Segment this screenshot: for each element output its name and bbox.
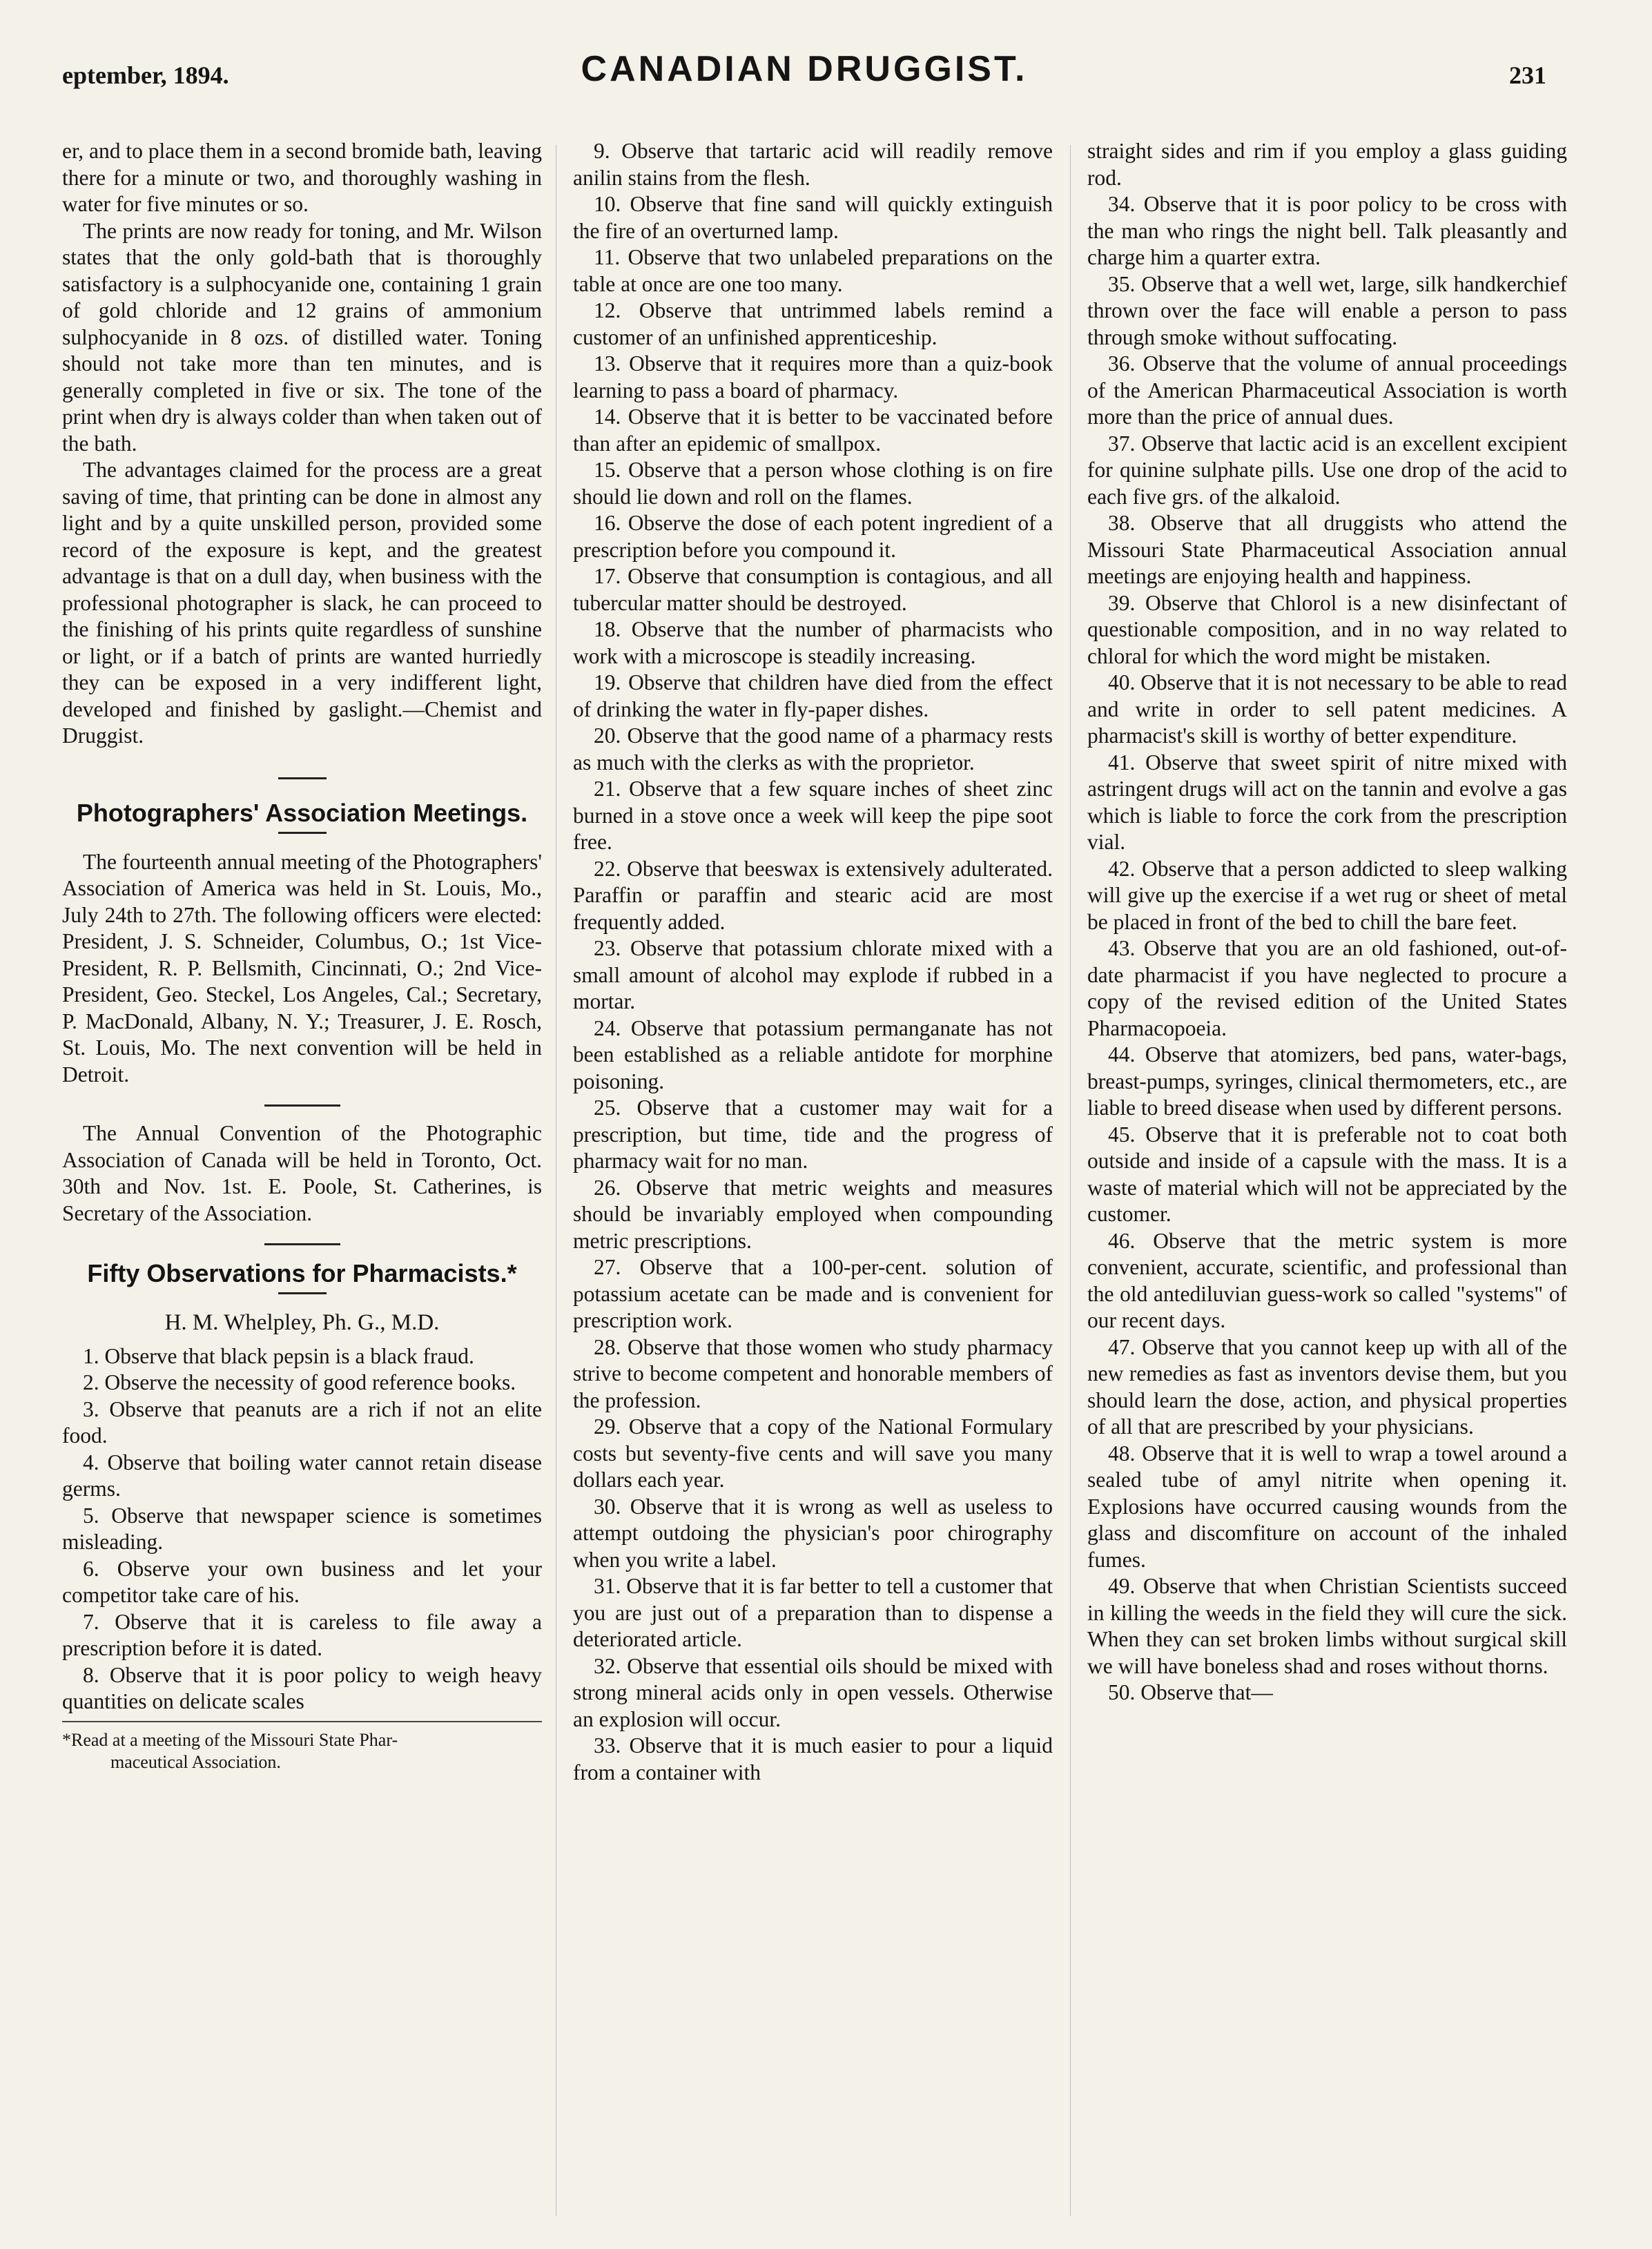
section-divider: [264, 1104, 340, 1107]
observation-item: 16. Observe the dose of each potent ingredient of a prescription before you compound it.: [573, 511, 1053, 562]
observation-item: 37. Observe that lactic acid is an excellent excipient for quinine sulphate pills. Use one drop of the acid to each five grs. of the alkaloid.: [1087, 431, 1567, 509]
observation-item: 2. Observe the necessity of good reference books.: [83, 1370, 516, 1394]
observation-item: 49. Observe that when Christian Scientists succeed in killing the weeds in the field they will cure the sick. When they can set broken limbs without surgical skill we will have boneless shad and roses without thorns.: [1087, 1574, 1567, 1678]
observation-item: 1. Observe that black pepsin is a black fraud.: [83, 1343, 474, 1368]
observation-item: 50. Observe that—: [1108, 1680, 1273, 1704]
observation-item: 22. Observe that beeswax is extensively adulterated. Paraffin or paraffin and stearic acid are most frequently added.: [573, 856, 1053, 934]
observation-item: 47. Observe that you cannot keep up with all of the new remedies as fast as inventors devise them, but you should learn the dose, action, and physical properties of all that are prescribed by your physicians.: [1087, 1334, 1567, 1439]
footnote-line: *Read at a meeting of the Missouri State Phar-: [62, 1729, 398, 1750]
observation-item: 48. Observe that it is well to wrap a towel around a sealed tube of amyl nitrite when opening it. Explosions have occurred causing wounds from the glass and discomfiture on account of the inhaled fumes.: [1087, 1441, 1567, 1572]
observation-item: 31. Observe that it is far better to tell a customer that you are just out of a preparation than to dispense a deteriorated article.: [573, 1574, 1053, 1651]
paragraph: The advantages claimed for the process are a great saving of time, that printing can be done in almost any light and by a quite unskilled person, provided some record of the exposure is kept, and the greatest advantage is that on a dull day, when business with the professional photographer is slack, he can proceed to the finishing of his prints quite regardless of sunshine or light, or if a batch of prints are wanted hurriedly they can be exposed in a very indifferent light, developed and finished by gaslight.—Chemist and Druggist.: [62, 458, 542, 748]
journal-title: CANADIAN DRUGGIST.: [581, 49, 1028, 89]
footnote: [62, 1721, 542, 1773]
observation-item: 28. Observe that those women who study pharmacy strive to become competent and honorable members of the profession.: [573, 1334, 1053, 1412]
observation-item: 44. Observe that atomizers, bed pans, water-bags, breast-pumps, syringes, clinical thermometers, etc., are liable to breed disease when used by different persons.: [1087, 1042, 1567, 1120]
observation-item: 19. Observe that children have died from the effect of drinking the water in fly-paper dishes.: [573, 670, 1053, 721]
column-middle: [573, 138, 1053, 1786]
page-number: 231: [1509, 61, 1546, 89]
observation-item: 21. Observe that a few square inches of sheet zinc burned in a stove once a week will keep the pipe soot free.: [573, 777, 1053, 854]
observation-item: 17. Observe that consumption is contagious, and all tubercular matter should be destroyed.: [573, 564, 1053, 615]
page-header: [62, 48, 1546, 104]
footnote-line: maceutical Association.: [110, 1751, 281, 1772]
observation-item: 13. Observe that it requires more than a quiz-book learning to pass a board of pharmacy.: [573, 351, 1053, 402]
observation-item: 43. Observe that you are an old fashioned, out-of-date pharmacist if you have neglected to procure a copy of the revised edition of the United States Pharmacopoeia.: [1087, 936, 1567, 1040]
observation-item: 12. Observe that untrimmed labels remind a customer of an unfinished apprenticeship.: [573, 298, 1053, 349]
observation-item: 3. Observe that peanuts are a rich if not an elite food.: [62, 1396, 542, 1448]
observation-item: 32. Observe that essential oils should be mixed with strong mineral acids only in open vessels. Otherwise an explosion will occur.: [573, 1653, 1053, 1731]
observation-item: 4. Observe that boiling water cannot retain disease germs.: [62, 1450, 542, 1501]
observation-item: 27. Observe that a 100-per-cent. solution of potassium acetate can be made and is convenient for prescription work.: [573, 1255, 1053, 1332]
observation-item: straight sides and rim if you employ a glass guiding rod.: [1087, 139, 1567, 190]
observation-item: 8. Observe that it is poor policy to weigh heavy quantities on delicate scales: [62, 1662, 542, 1713]
observation-item: 14. Observe that it is better to be vaccinated before than after an epidemic of smallpox.: [573, 405, 1053, 456]
observation-item: 25. Observe that a customer may wait for a prescription, but time, tide and the progress of pharmacy wait for no man.: [573, 1096, 1053, 1173]
paragraph: er, and to place them in a second bromide bath, leaving there for a minute or two, and thoroughly washing in water for five minutes or so.: [62, 139, 542, 216]
section-heading-fifty-observations: Fifty Observations for Pharmacists.*: [87, 1259, 517, 1287]
observation-item: 7. Observe that it is careless to file away a prescription before it is dated.: [62, 1609, 542, 1660]
section-divider: [264, 1243, 340, 1245]
column-divider: [1070, 145, 1071, 2216]
column-left: [62, 138, 542, 1773]
observation-item: 11. Observe that two unlabeled preparations on the table at once are one too many.: [573, 245, 1053, 296]
observation-item: 30. Observe that it is wrong as well as useless to attempt outdoing the physician's poor chirography when you write a label.: [573, 1494, 1053, 1572]
observation-item: 29. Observe that a copy of the National Formulary costs but seventy-five cents and will save you many dollars each year.: [573, 1414, 1053, 1492]
observation-item: 23. Observe that potassium chlorate mixed with a small amount of alcohol may explode if rubbed in a mortar.: [573, 936, 1053, 1013]
observation-item: 9. Observe that tartaric acid will readily remove anilin stains from the flesh.: [573, 139, 1053, 190]
observation-item: 33. Observe that it is much easier to pour a liquid from a container with: [573, 1733, 1053, 1784]
observation-item: 35. Observe that a well wet, large, silk handkerchief thrown over the face will enable a person to pass through smoke without suffocating.: [1087, 271, 1567, 349]
observation-item: 41. Observe that sweet spirit of nitre mixed with astringent drugs will act on the tannin and evolve a gas which is liable to force the cork from the prescription vial.: [1087, 750, 1567, 854]
section-divider: [278, 777, 327, 779]
paragraph: The fourteenth annual meeting of the Photographers' Association of America was held in St. Louis, Mo., July 24th to 27th. The following officers were elected: President, J. S. Schneider, Columbus, O.; 1st Vice-President, R. P. Bellsmith, Cincinnati, O.; 2nd Vice-President, Geo. Steckel, Los Angeles, Cal.; Secretary, P. MacDonald, Albany, N. Y.; Treasurer, J. E. Rosch, St. Louis, Mo. The next convention will be held in Detroit.: [62, 849, 542, 1087]
observation-item: 46. Observe that the metric system is more convenient, accurate, scientific, and professional than the old antediluvian guess-work so called "systems" of our recent days.: [1087, 1228, 1567, 1332]
observation-item: 6. Observe your own business and let your competitor take care of his.: [62, 1556, 542, 1607]
observation-item: 20. Observe that the good name of a pharmacy rests as much with the clerks as with the proprietor.: [573, 723, 1053, 775]
observation-item: 38. Observe that all druggists who attend the Missouri State Pharmaceutical Association annual meetings are enjoying health and happiness.: [1087, 511, 1567, 588]
observation-item: 24. Observe that potassium permanganate has not been established as a reliable antidote for morphine poisoning.: [573, 1015, 1053, 1093]
observation-item: 26. Observe that metric weights and measures should be invariably employed when compounding metric prescriptions.: [573, 1175, 1053, 1253]
observation-item: 10. Observe that fine sand will quickly extinguish the fire of an overturned lamp.: [573, 192, 1053, 243]
paragraph: The prints are now ready for toning, and Mr. Wilson states that the only gold-bath that is thoroughly satisfactory is a sulphocyanide one, containing 1 grain of gold chloride and 12 grains of ammonium sulphocyanide in 8 ozs. of distilled water. Toning should not take more than ten minutes, and is generally completed in five or six. The tone of the print when dry is always colder than when taken out of the bath.: [62, 218, 542, 456]
observation-item: 5. Observe that newspaper science is sometimes misleading.: [62, 1503, 542, 1554]
section-heading-photographers: Photographers' Association Meetings.: [76, 798, 528, 827]
observation-item: 42. Observe that a person addicted to sleep walking will give up the exercise if a wet rug or sheet of metal be placed in front of the bed to chill the bare feet.: [1087, 856, 1567, 934]
observation-item: 18. Observe that the number of pharmacists who work with a microscope is steadily increasing.: [573, 617, 1053, 668]
observation-item: 36. Observe that the volume of annual proceedings of the American Pharmaceutical Association is worth more than the price of annual dues.: [1087, 351, 1567, 429]
observation-item: 40. Observe that it is not necessary to be able to read and write in order to sell patent medicines. A pharmacist's skill is worthy of better expenditure.: [1087, 670, 1567, 748]
paragraph: The Annual Convention of the Photographic Association of Canada will be held in Toronto, Oct. 30th and Nov. 1st. E. Poole, St. Catherines, is Secretary of the Association.: [62, 1121, 542, 1225]
observation-item: 39. Observe that Chlorol is a new disinfectant of questionable composition, and in no way related to chloral for which the word might be mistaken.: [1087, 590, 1567, 668]
section-divider: [278, 1292, 327, 1294]
column-right: [1087, 138, 1567, 1706]
section-divider: [278, 832, 327, 834]
observation-item: 34. Observe that it is poor policy to be cross with the man who rings the night bell. Talk pleasantly and charge him a quarter extra.: [1087, 192, 1567, 269]
author-byline: H. M. Whelpley, Ph. G., M.D.: [164, 1310, 440, 1335]
observation-item: 15. Observe that a person whose clothing is on fire should lie down and roll on the flames.: [573, 458, 1053, 509]
issue-date: eptember, 1894.: [62, 61, 229, 89]
observation-item: 45. Observe that it is preferable not to coat both outside and inside of a capsule with the mass. It is a waste of material which will not be appreciated by the customer.: [1087, 1122, 1567, 1226]
